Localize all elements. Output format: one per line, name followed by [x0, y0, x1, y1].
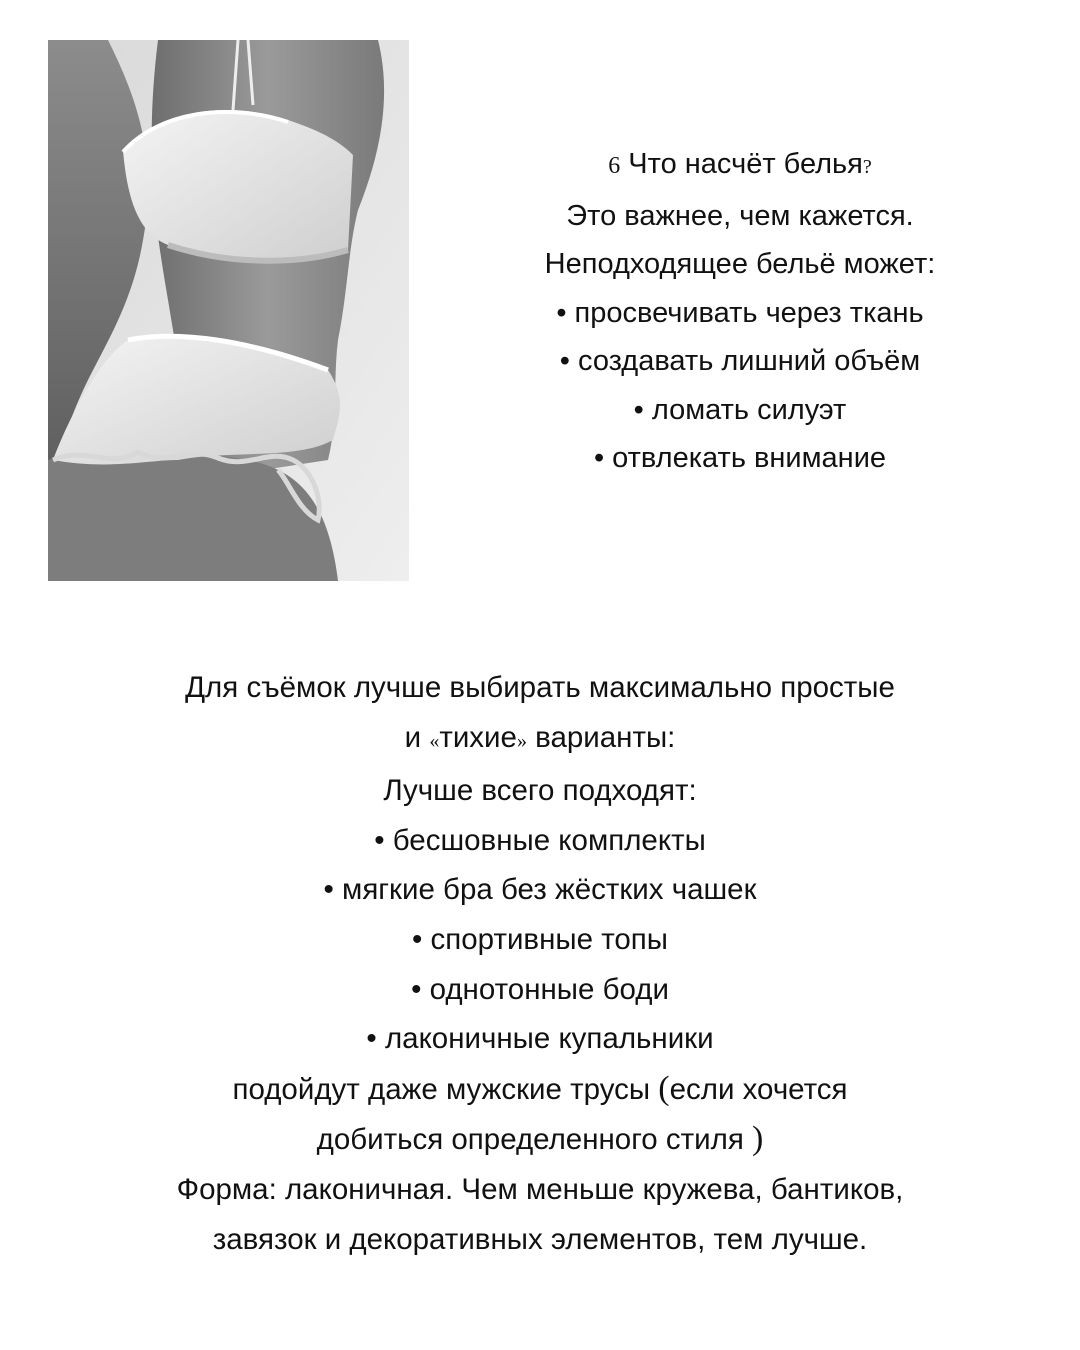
list-item: • лаконичные купальники: [366, 1022, 714, 1056]
section-heading: [490, 140, 990, 192]
paragraph-line: Форма: лаконичная. Чем меньше кружева, бантиков,: [176, 1172, 904, 1206]
quoted-word: тихие: [439, 720, 517, 754]
text-fragment: и: [404, 720, 430, 754]
text-fragment: подойдут даже мужские трусы: [232, 1072, 659, 1106]
lingerie-photo: [48, 40, 409, 581]
paragraph-line: завязок и декоративных элементов, тем лучше.: [212, 1222, 868, 1256]
text-fragment: добиться определенного стиля: [316, 1123, 753, 1157]
recommendations-section: [40, 663, 1040, 1264]
paragraph-line: [40, 713, 1040, 767]
list-item: • просвечивать через ткань: [556, 296, 924, 329]
list-item: • отвлекать внимание: [593, 442, 887, 474]
intro-line: Это важнее, чем кажется.: [566, 199, 914, 232]
intro-line: Неподходящее бельё может:: [544, 248, 936, 280]
list-item: • бесшовные комплекты: [374, 823, 706, 857]
quote-close: »: [516, 729, 527, 752]
question-mark: ?: [862, 156, 872, 178]
paren-open: (: [658, 1069, 670, 1107]
list-heading: Лучше всего подходят:: [383, 774, 697, 808]
text-fragment: варианты:: [526, 720, 676, 754]
section-number: 6: [608, 153, 621, 179]
paragraph-line: [40, 1064, 1040, 1115]
section-title: Что насчёт белья: [628, 148, 863, 180]
list-item: • ломать силуэт: [633, 393, 847, 426]
paragraph-line: Для съёмок лучше выбирать максимально простые: [185, 671, 895, 704]
intro-section: [490, 140, 990, 483]
quote-open: «: [429, 729, 440, 752]
list-item: • создавать лишний объём: [559, 345, 921, 377]
text-fragment: если хочется: [669, 1072, 848, 1106]
paragraph-line: [40, 1114, 1040, 1165]
list-item: • спортивные топы: [412, 922, 668, 956]
paren-close: ): [752, 1120, 764, 1158]
list-item: • мягкие бра без жёстких чашек: [323, 873, 757, 907]
list-item: • однотонные боди: [411, 972, 669, 1006]
lingerie-photo-illustration: [48, 40, 409, 581]
